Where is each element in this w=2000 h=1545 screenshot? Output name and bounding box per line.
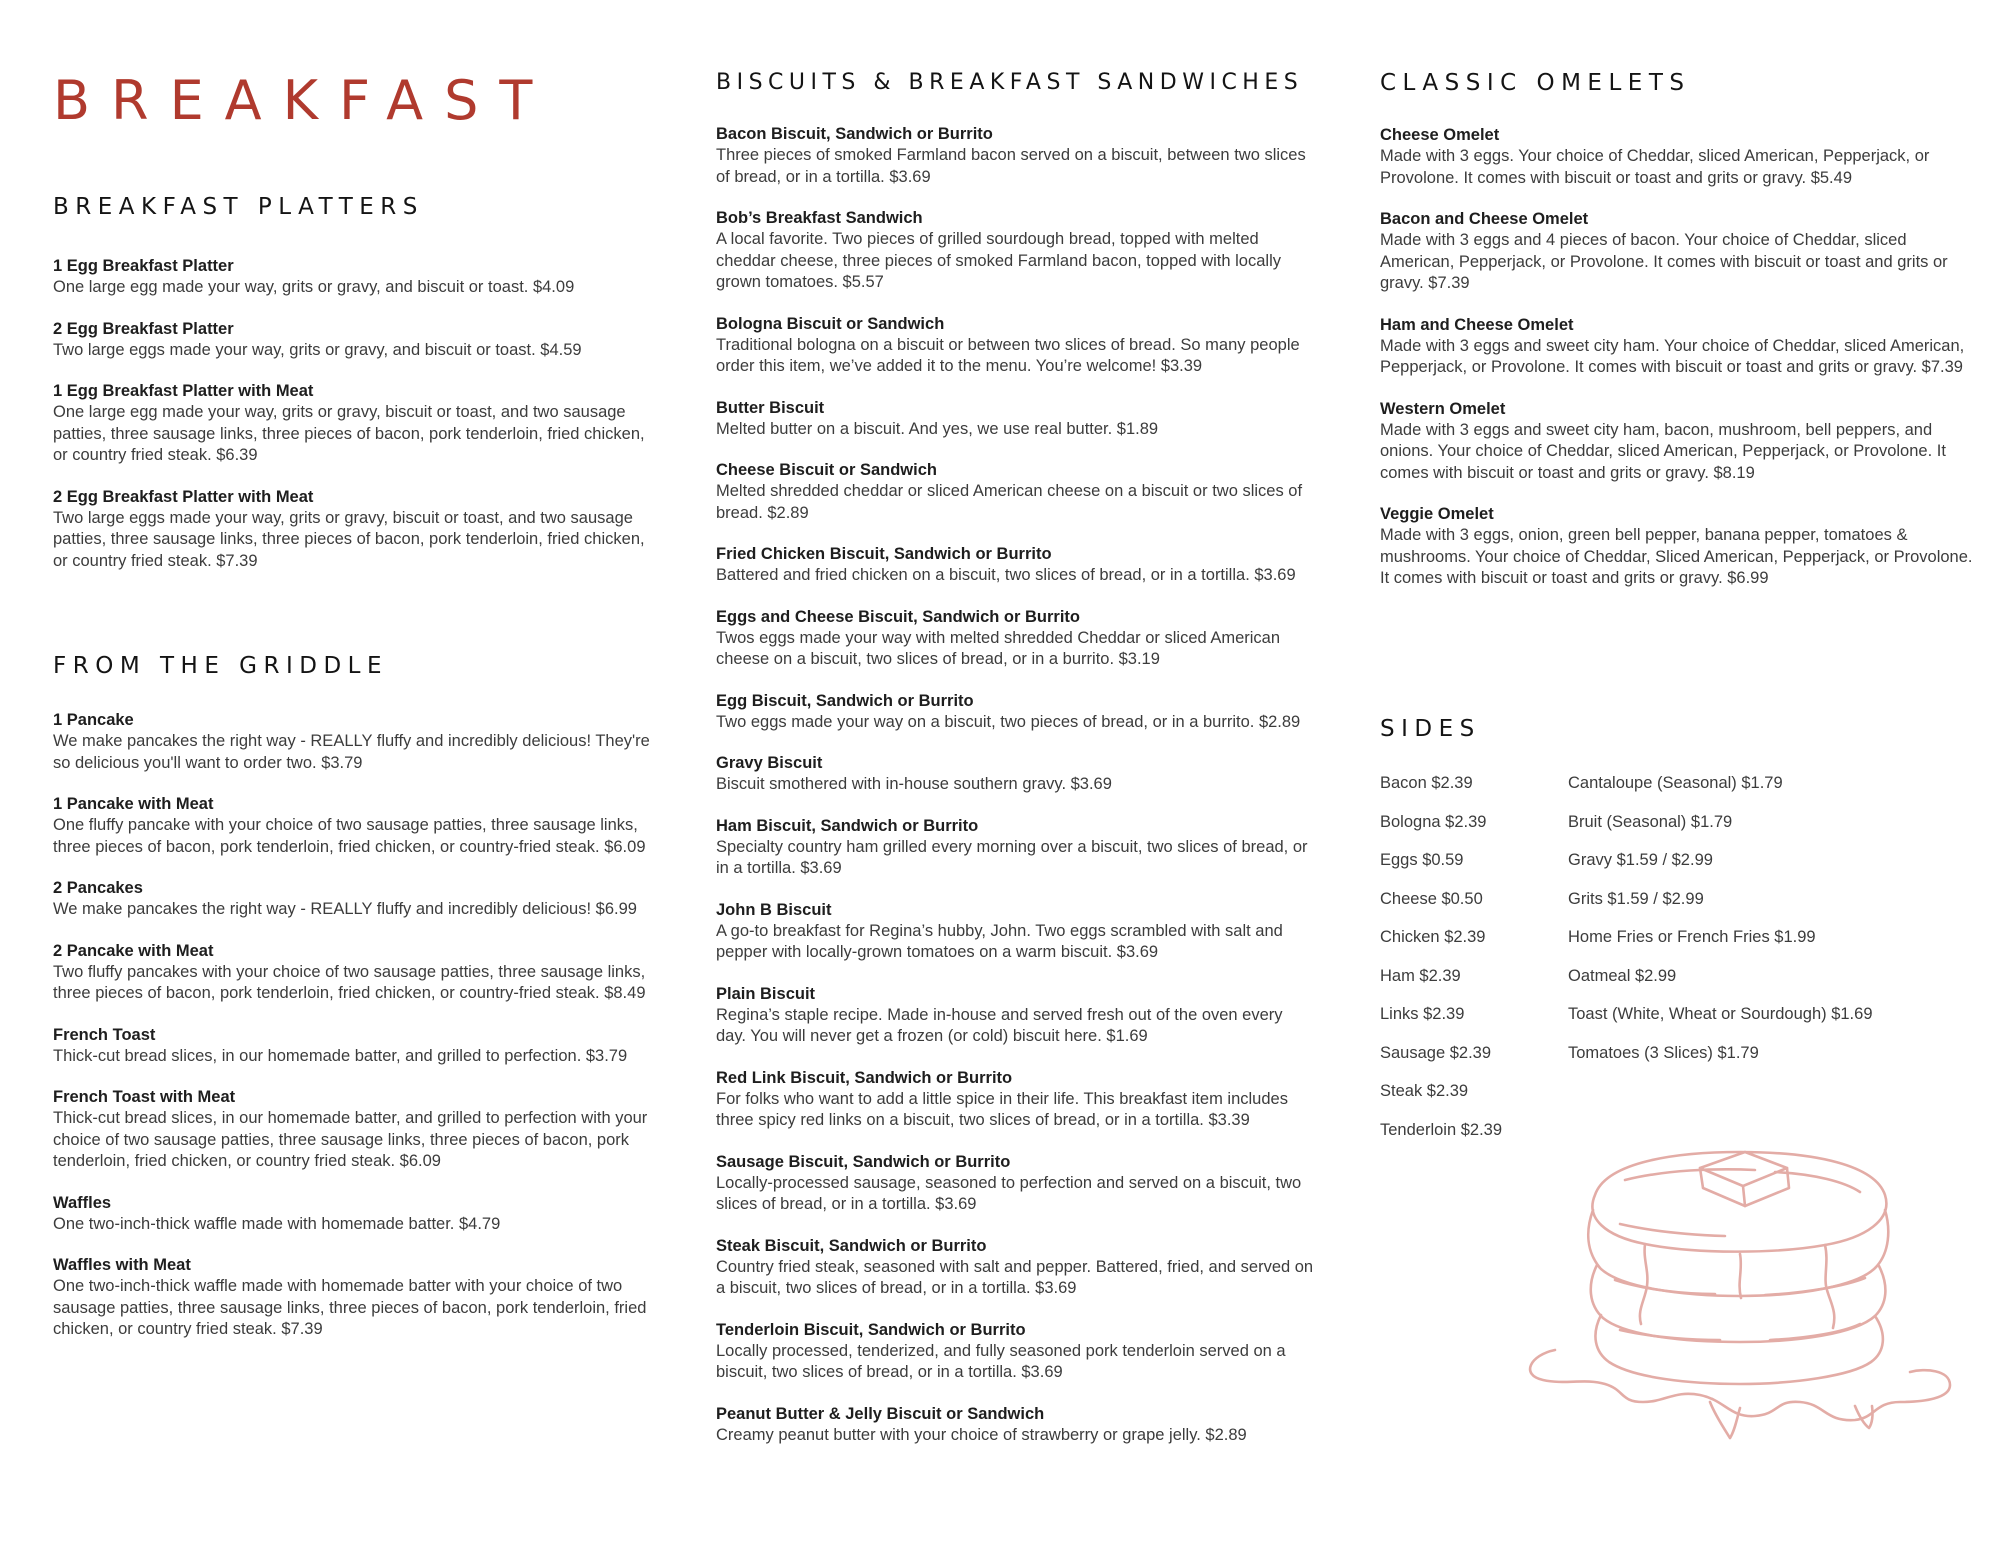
item-description: Traditional bologna on a biscuit or between two slices of bread. So many people order this item, we’ve added it to the menu. You’re welcome! $3.39 — [716, 335, 1300, 375]
section-title-biscuits: BISCUITS & BREAKFAST SANDWICHES — [716, 70, 1304, 95]
side-item: Oatmeal $2.99 — [1568, 966, 1677, 985]
griddle-list — [53, 710, 653, 1361]
item-name: Bob’s Breakfast Sandwich — [716, 209, 923, 227]
omelets-list — [1380, 125, 1980, 610]
item-description: Two large eggs made your way, grits or gravy, biscuit or toast, and two sausage patties, three sausage links, three pieces of bacon, pork tenderloin, fried chicken, or country fried steak. $7.39 — [53, 508, 645, 570]
item-description: Two eggs made your way on a biscuit, two pieces of bread, or in a burrito. $2.89 — [716, 712, 1301, 731]
item-description: We make pancakes the right way - REALLY fluffy and incredibly delicious! They're so delicious you'll want to order two. $3.79 — [53, 732, 650, 772]
item-name: Western Omelet — [1380, 399, 1506, 418]
omelet-item — [1380, 315, 1980, 379]
griddle-item — [53, 1255, 653, 1341]
item-name: 1 Egg Breakfast Platter with Meat — [53, 382, 314, 400]
side-item: Toast (White, Wheat or Sourdough) $1.69 — [1568, 1005, 1873, 1023]
omelet-item — [1380, 399, 1980, 485]
item-name: Bacon Biscuit, Sandwich or Burrito — [716, 125, 993, 143]
item-name: Sausage Biscuit, Sandwich or Burrito — [716, 1152, 1011, 1171]
item-name: French Toast with Meat — [53, 1088, 236, 1106]
item-description: Locally-processed sausage, seasoned to perfection and served on a biscuit, two slices of bread, or in a tortilla. $3.69 — [716, 1173, 1302, 1213]
side-item: Cantaloupe (Seasonal) $1.79 — [1568, 774, 1783, 792]
omelet-item — [1380, 125, 1980, 189]
side-item: Cheese $0.50 — [1380, 889, 1483, 908]
item-description: Creamy peanut butter with your choice of strawberry or grape jelly. $2.89 — [716, 1425, 1247, 1444]
griddle-item — [53, 794, 653, 858]
biscuit-item — [716, 753, 1316, 796]
item-description: Regina’s staple recipe. Made in-house and served fresh out of the oven every day. You will never get a frozen (or cold) biscuit here. $1.69 — [716, 1005, 1283, 1045]
side-item: Links $2.39 — [1380, 1005, 1465, 1023]
item-description: Specialty country ham grilled every morning over a biscuit, two slices of bread, or in a tortilla. $3.69 — [716, 837, 1308, 877]
item-name: 1 Egg Breakfast Platter — [53, 257, 234, 275]
biscuit-item — [716, 607, 1316, 671]
item-name: Ham and Cheese Omelet — [1380, 315, 1574, 334]
item-name: 2 Pancake with Meat — [53, 941, 214, 960]
item-name: Gravy Biscuit — [716, 754, 823, 772]
omelet-item — [1380, 504, 1980, 590]
item-description: Country fried steak, seasoned with salt and pepper. Battered, fried, and served on a biscuit, two slices of bread, or in a tortilla. $3.69 — [716, 1257, 1314, 1297]
item-description: Three pieces of smoked Farmland bacon served on a biscuit, between two slices of bread, or in a tortilla. $3.69 — [716, 146, 1306, 186]
side-item: Eggs $0.59 — [1380, 851, 1464, 869]
side-item: Sausage $2.39 — [1380, 1043, 1492, 1062]
item-name: Waffles with Meat — [53, 1256, 191, 1274]
biscuit-item — [716, 691, 1316, 734]
side-item: Tenderloin $2.39 — [1380, 1120, 1503, 1139]
item-description: Battered and fried chicken on a biscuit, two slices of bread, or in a tortilla. $3.69 — [716, 566, 1296, 584]
biscuit-item — [716, 1404, 1316, 1447]
section-title-omelets: CLASSIC OMELETS — [1380, 70, 1691, 96]
item-description: Biscuit smothered with in-house southern gravy. $3.69 — [716, 775, 1112, 793]
item-description: Two fluffy pancakes with your choice of two sausage patties, three sausage links, three pieces of bacon, pork tenderloin, fried chicken, or country-fried steak. $8.49 — [53, 962, 646, 1002]
item-description: A go-to breakfast for Regina’s hubby, John. Two eggs scrambled with salt and pepper with locally-grown tomatoes on a warm biscuit. $3.69 — [716, 921, 1283, 961]
item-name: Veggie Omelet — [1380, 505, 1494, 523]
item-name: 2 Egg Breakfast Platter with Meat — [53, 487, 314, 506]
platters-list — [53, 256, 653, 592]
pancake-stack-icon — [1525, 1140, 1955, 1445]
item-description: Twos eggs made your way with melted shredded Cheddar or sliced American cheese on a biscuit, two slices of bread, or in a burrito. $3.19 — [716, 628, 1281, 668]
section-title-griddle: FROM THE GRIDDLE — [53, 653, 389, 679]
item-name: Steak Biscuit, Sandwich or Burrito — [716, 1236, 987, 1255]
biscuit-item — [716, 816, 1316, 880]
item-description: We make pancakes the right way - REALLY fluffy and incredibly delicious! $6.99 — [53, 900, 637, 918]
biscuit-item — [716, 984, 1316, 1048]
item-name: Tenderloin Biscuit, Sandwich or Burrito — [716, 1320, 1026, 1339]
item-description: One two-inch-thick waffle made with homemade batter. $4.79 — [53, 1214, 501, 1233]
sides-left-column — [1380, 773, 1502, 1158]
item-name: Peanut Butter & Jelly Biscuit or Sandwich — [716, 1404, 1045, 1423]
griddle-item — [53, 1087, 653, 1173]
platter-item — [53, 487, 653, 573]
item-description: Made with 3 eggs and 4 pieces of bacon. Your choice of Cheddar, sliced American, Pepperjack, or Provolone. It comes with biscuit or toast and grits or gravy. $7.39 — [1380, 231, 1948, 292]
item-description: Thick-cut bread slices, in our homemade batter, and grilled to perfection. $3.79 — [53, 1046, 628, 1065]
page-title: BREAKFAST — [53, 69, 554, 132]
sides-right-column — [1568, 773, 1873, 1081]
griddle-item — [53, 1193, 653, 1236]
item-description: Made with 3 eggs and sweet city ham, bacon, mushroom, bell peppers, and onions. Your choice of Cheddar, sliced American, Pepperjack, or Provolone. It comes with biscuit or toast and grits or gravy. $8.19 — [1380, 420, 1946, 482]
platter-item — [53, 319, 653, 362]
item-name: 1 Pancake with Meat — [53, 795, 214, 813]
item-name: John B Biscuit — [716, 900, 832, 919]
item-name: Bacon and Cheese Omelet — [1380, 210, 1589, 228]
item-description: Thick-cut bread slices, in our homemade batter, and grilled to perfection with your choice of two sausage patties, three sausage links, three pieces of bacon, pork tenderloin, fried chicken, or country fried steak. $6.09 — [53, 1109, 648, 1170]
side-item: Tomatoes (3 Slices) $1.79 — [1568, 1043, 1759, 1062]
side-item: Ham $2.39 — [1380, 966, 1461, 985]
biscuits-list — [716, 124, 1316, 1466]
side-item: Grits $1.59 / $2.99 — [1568, 889, 1704, 908]
biscuit-item — [716, 398, 1316, 441]
item-description: One large egg made your way, grits or gravy, and biscuit or toast. $4.09 — [53, 278, 575, 296]
item-name: Bologna Biscuit or Sandwich — [716, 314, 945, 333]
side-item: Bruit (Seasonal) $1.79 — [1568, 812, 1733, 831]
item-name: Cheese Biscuit or Sandwich — [716, 461, 937, 479]
item-name: Egg Biscuit, Sandwich or Burrito — [716, 691, 974, 710]
item-description: Made with 3 eggs and sweet city ham. Your choice of Cheddar, sliced American, Pepperjack, or Provolone. It comes with biscuit or toast and grits or gravy. $7.39 — [1380, 336, 1965, 376]
item-name: Fried Chicken Biscuit, Sandwich or Burrito — [716, 545, 1052, 563]
section-title-platters: BREAKFAST PLATTERS — [53, 194, 424, 220]
biscuit-item — [716, 314, 1316, 378]
biscuit-item — [716, 900, 1316, 964]
biscuit-item — [716, 1152, 1316, 1216]
side-item: Home Fries or French Fries $1.99 — [1568, 928, 1816, 946]
section-title-sides: SIDES — [1380, 716, 1481, 742]
item-description: Locally processed, tenderized, and fully seasoned pork tenderloin served on a biscuit, two slices of bread, or in a tortilla. $3.69 — [716, 1341, 1286, 1381]
item-name: 2 Egg Breakfast Platter — [53, 319, 234, 338]
omelet-item — [1380, 209, 1980, 295]
item-description: Made with 3 eggs, onion, green bell pepper, banana pepper, tomatoes & mushrooms. Your choice of Cheddar, Sliced American, Pepperjack, or Provolone. It comes with biscuit or toast and grits or gravy. $6.99 — [1380, 526, 1973, 587]
item-name: Ham Biscuit, Sandwich or Burrito — [716, 816, 979, 835]
griddle-item — [53, 941, 653, 1005]
biscuit-item — [716, 1068, 1316, 1132]
item-name: Cheese Omelet — [1380, 126, 1500, 144]
griddle-item — [53, 1025, 653, 1068]
platter-item — [53, 256, 653, 299]
side-item: Bologna $2.39 — [1380, 812, 1487, 831]
side-item: Steak $2.39 — [1380, 1082, 1469, 1100]
item-name: Plain Biscuit — [716, 984, 816, 1003]
biscuit-item — [716, 1236, 1316, 1300]
item-name: French Toast — [53, 1025, 156, 1044]
griddle-item — [53, 878, 653, 921]
item-description: Melted butter on a biscuit. And yes, we use real butter. $1.89 — [716, 419, 1159, 438]
item-name: 2 Pancakes — [53, 879, 143, 897]
item-description: One large egg made your way, grits or gravy, biscuit or toast, and two sausage patties, three sausage links, three pieces of bacon, pork tenderloin, fried chicken, or country fried steak. $6.39 — [53, 403, 645, 464]
side-item: Chicken $2.39 — [1380, 928, 1486, 946]
biscuit-item — [716, 544, 1316, 587]
item-description: Melted shredded cheddar or sliced American cheese on a biscuit or two slices of bread. $2.89 — [716, 482, 1303, 522]
item-description: Made with 3 eggs. Your choice of Cheddar, sliced American, Pepperjack, or Provolone. It comes with biscuit or toast and grits or gravy. $5.49 — [1380, 147, 1930, 187]
griddle-item — [53, 710, 653, 774]
side-item: Bacon $2.39 — [1380, 774, 1473, 792]
platter-item — [53, 381, 653, 467]
item-description: Two large eggs made your way, grits or gravy, and biscuit or toast. $4.59 — [53, 340, 582, 359]
item-description: One two-inch-thick waffle made with homemade batter with your choice of two sausage patties, three sausage links, three pieces of bacon, pork tenderloin, fried chicken, or country fried steak. $7.39 — [53, 1277, 647, 1338]
item-name: Butter Biscuit — [716, 398, 825, 417]
biscuit-item — [716, 124, 1316, 188]
biscuit-item — [716, 460, 1316, 524]
biscuit-item — [716, 1320, 1316, 1384]
item-name: Eggs and Cheese Biscuit, Sandwich or Burrito — [716, 607, 1080, 626]
item-description: A local favorite. Two pieces of grilled sourdough bread, topped with melted cheddar cheese, three pieces of smoked Farmland bacon, topped with locally grown tomatoes. $5.57 — [716, 230, 1281, 291]
item-name: Red Link Biscuit, Sandwich or Burrito — [716, 1068, 1013, 1087]
item-name: 1 Pancake — [53, 711, 134, 729]
biscuit-item — [716, 208, 1316, 294]
item-name: Waffles — [53, 1193, 112, 1212]
side-item: Gravy $1.59 / $2.99 — [1568, 851, 1713, 869]
item-description: For folks who want to add a little spice in their life. This breakfast item includes three spicy red links on a biscuit, two slices of bread, or in a tortilla. $3.39 — [716, 1089, 1288, 1129]
item-description: One fluffy pancake with your choice of two sausage patties, three sausage links, three pieces of bacon, pork tenderloin, fried chicken, or country-fried steak. $6.09 — [53, 816, 646, 856]
